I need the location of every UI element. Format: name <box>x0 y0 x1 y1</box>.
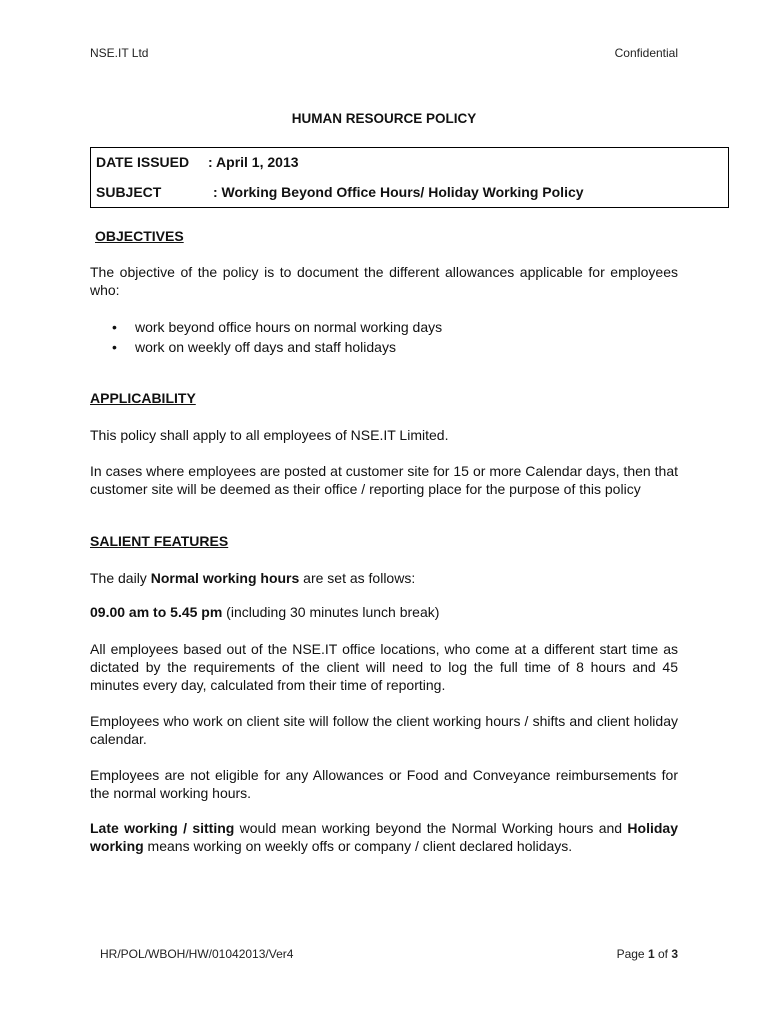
applicability-heading: APPLICABILITY <box>90 390 196 406</box>
page-of: of <box>654 947 672 961</box>
holiday-working-bold: Holiday working <box>90 820 678 854</box>
list-item <box>90 317 678 337</box>
normal-hours-post: are set as follows: <box>299 570 416 586</box>
office-employees-paragraph: All employees based out of the NSE.IT office locations, who come at a different start time as dictated by the requirements of the client will need to log the full time of 8 hours and 45 minutes every day, calculated from their time of reporting. <box>90 641 678 693</box>
date-issued-label: DATE ISSUED <box>96 154 190 170</box>
document-title: HUMAN RESOURCE POLICY <box>291 111 477 126</box>
list-item-text: work on weekly off days and staff holidays <box>135 339 396 355</box>
applicability-paragraph-2: In cases where employees are posted at customer site for 15 or more Calendar days, then that customer site will be deemed as their office / reporting place for the purpose of this policy <box>90 463 678 497</box>
holiday-working-rest: means working on weekly offs or company / client declared holidays. <box>143 838 573 854</box>
page-label: Page <box>616 947 648 961</box>
header-classification: Confidential <box>614 46 678 60</box>
header-company: NSE.IT Ltd <box>90 46 149 60</box>
eligibility-paragraph: Employees are not eligible for any Allowances or Food and Conveyance reimbursements for the normal working hours. <box>90 767 678 801</box>
client-site-paragraph: Employees who work on client site will follow the client working hours / shifts and client holiday calendar. <box>90 713 678 747</box>
page-number <box>617 947 678 961</box>
bullet-icon: • <box>112 319 117 335</box>
working-time-paragraph <box>90 603 678 621</box>
list-item <box>90 337 678 357</box>
applicability-paragraph-1: This policy shall apply to all employees of NSE.IT Limited. <box>90 427 449 443</box>
objectives-intro: The objective of the policy is to document the different allowances applicable for employees who: <box>90 264 678 298</box>
normal-hours-bold: Normal working hours <box>150 570 300 586</box>
normal-hours-paragraph <box>90 569 678 587</box>
document-reference: HR/POL/WBOH/HW/01042013/Ver4 <box>100 947 294 961</box>
working-time-bold: 09.00 am to 5.45 pm <box>90 604 223 620</box>
subject-value: : Working Beyond Office Hours/ Holiday Working Policy <box>213 184 584 200</box>
date-issued-value: : April 1, 2013 <box>208 154 299 170</box>
late-holiday-paragraph <box>90 819 678 855</box>
objectives-list <box>90 317 678 357</box>
normal-hours-pre: The daily <box>90 570 151 586</box>
subject-row <box>96 184 584 200</box>
date-issued-row <box>96 154 299 170</box>
subject-label: SUBJECT <box>96 184 162 200</box>
late-working-bold: Late working / sitting <box>90 820 235 836</box>
list-item-text: work beyond office hours on normal working days <box>135 319 443 335</box>
working-time-rest: (including 30 minutes lunch break) <box>222 604 440 620</box>
objectives-heading: OBJECTIVES <box>95 228 184 244</box>
policy-info-box <box>90 147 729 208</box>
page-total: 3 <box>671 947 678 961</box>
bullet-icon: • <box>112 339 117 355</box>
page-current: 1 <box>647 947 655 961</box>
late-working-rest: would mean working beyond the Normal Working hours and <box>234 820 628 836</box>
salient-features-heading: SALIENT FEATURES <box>90 533 229 549</box>
